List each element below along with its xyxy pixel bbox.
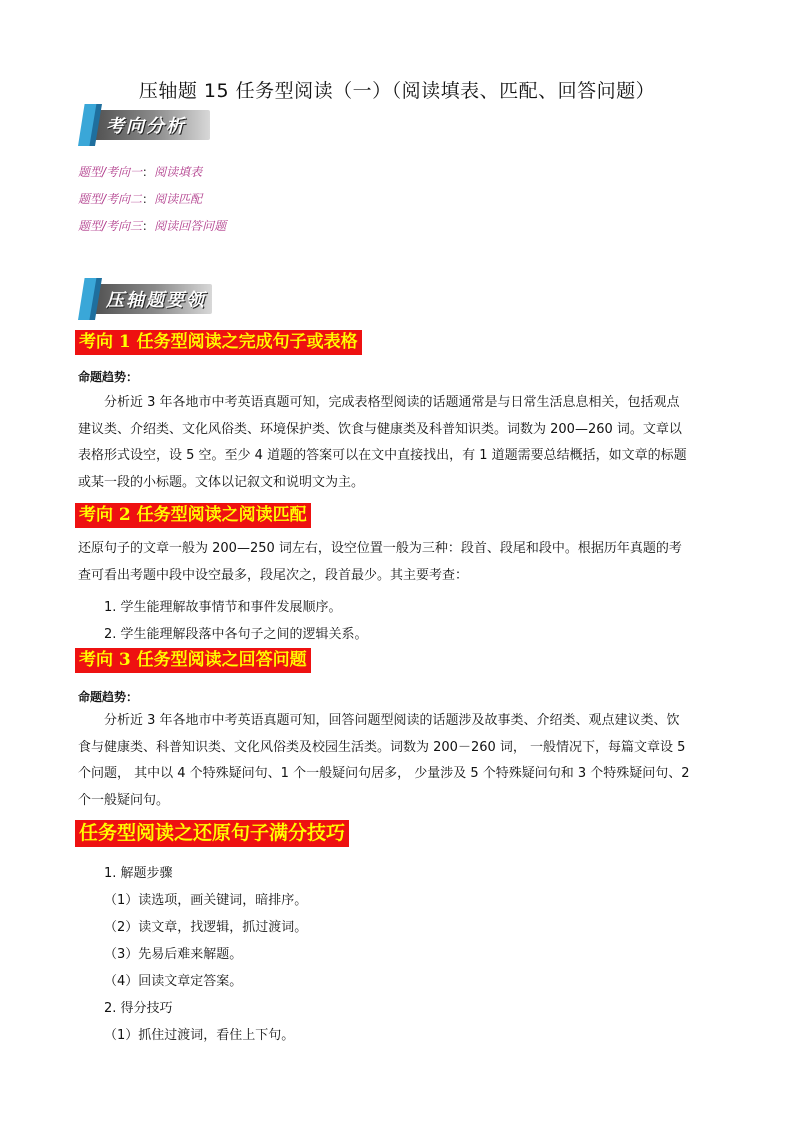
kaoxiang-label: 题型/考向三 [78,219,143,233]
section-banner-key-points [78,278,212,320]
text-line: 表格形式设空，设 5 空。至少 4 道题的答案可以在文中直接找出，有 1 道题需要总结概括，如文章的标题 [78,448,687,463]
step-item: （3）先易后难来解题。 [104,947,243,962]
step-item: 1. 解题步骤 [104,866,173,881]
section-banner-analysis [78,104,210,146]
kaoxiang-colon: ： [142,219,155,233]
text-line: 个问题， 其中以 4 个特殊疑问句、1 个一般疑问句居多， 少量涉及 5 个特殊疑问句和 3 个特殊疑问句、2 [78,766,690,781]
step-item: （4）回读文章定答案。 [104,974,243,989]
kaoxiang-label: 题型/考向一 [78,165,143,179]
step-item: （1）抓住过渡词，看住上下句。 [104,1028,295,1043]
section-heading-4: 任务型阅读之还原句子满分技巧 [75,820,349,847]
text-line: 分析近 3 年各地市中考英语真题可知，回答问题型阅读的话题涉及故事类、介绍类、观点建议类、饮 [78,713,680,728]
text-line: 个一般疑问句。 [78,792,170,808]
banner-label: 考向分析 [106,116,186,137]
kaoxiang-text: 阅读填表 [154,165,203,179]
section-heading-2: 考向 2 任务型阅读之阅读匹配 [75,503,311,528]
kaoxiang-colon: ： [142,165,155,179]
text-line: 食与健康类、科普知识类、文化风俗类及校园生活类。词数为 200－260 词， 一般情况下，每篇文章设 5 [78,739,686,755]
page-title: 压轴题 15 任务型阅读（一）（阅读填表、匹配、回答问题） [138,80,656,102]
kaoxiang-item [78,190,202,207]
section-heading-1: 考向 1 任务型阅读之完成句子或表格 [75,330,362,355]
text-line: 查可看出考题中段中设空最多，段尾次之，段首最少。其主要考查： [78,567,469,583]
step-item: 2. 得分技巧 [104,1001,173,1016]
section-1-paragraph [78,390,720,496]
section-3-paragraph [78,708,720,814]
section-heading-3: 考向 3 任务型阅读之回答问题 [75,648,311,673]
text-line: 还原句子的文章一般为 200—250 词左右，设空位置一般为三种：段首、段尾和段中。根据历年真题的考 [78,541,682,556]
kaoxiang-item [78,163,202,180]
step-item: （1）读选项，画关键词，暗排序。 [104,893,308,908]
kaoxiang-text: 阅读匹配 [154,192,203,206]
trend-label: 命题趋势： [78,370,139,384]
kaoxiang-label: 题型/考向二 [78,192,143,206]
section-2-paragraph [78,536,720,589]
kaoxiang-item [78,217,226,234]
text-line: 建议类、介绍类、文化风俗类、环境保护类、饮食与健康类及科普知识类。词数为 200—260 词。文章以 [78,421,682,437]
trend-label: 命题趋势： [78,690,139,704]
text-line: 分析近 3 年各地市中考英语真题可知，完成表格型阅读的话题通常是与日常生活息息相关，包括观点 [78,395,680,410]
text-line: 或某一段的小标题。文体以记叙文和说明文为主。 [78,474,365,490]
kaoxiang-colon: ： [142,192,155,206]
list-item: 2. 学生能理解段落中各句子之间的逻辑关系。 [104,627,368,642]
step-item: （2）读文章，找逻辑，抓过渡词。 [104,920,308,935]
list-item: 1. 学生能理解故事情节和事件发展顺序。 [104,600,342,615]
banner-label: 压轴题要领 [106,290,206,311]
kaoxiang-text: 阅读回答问题 [154,219,227,233]
